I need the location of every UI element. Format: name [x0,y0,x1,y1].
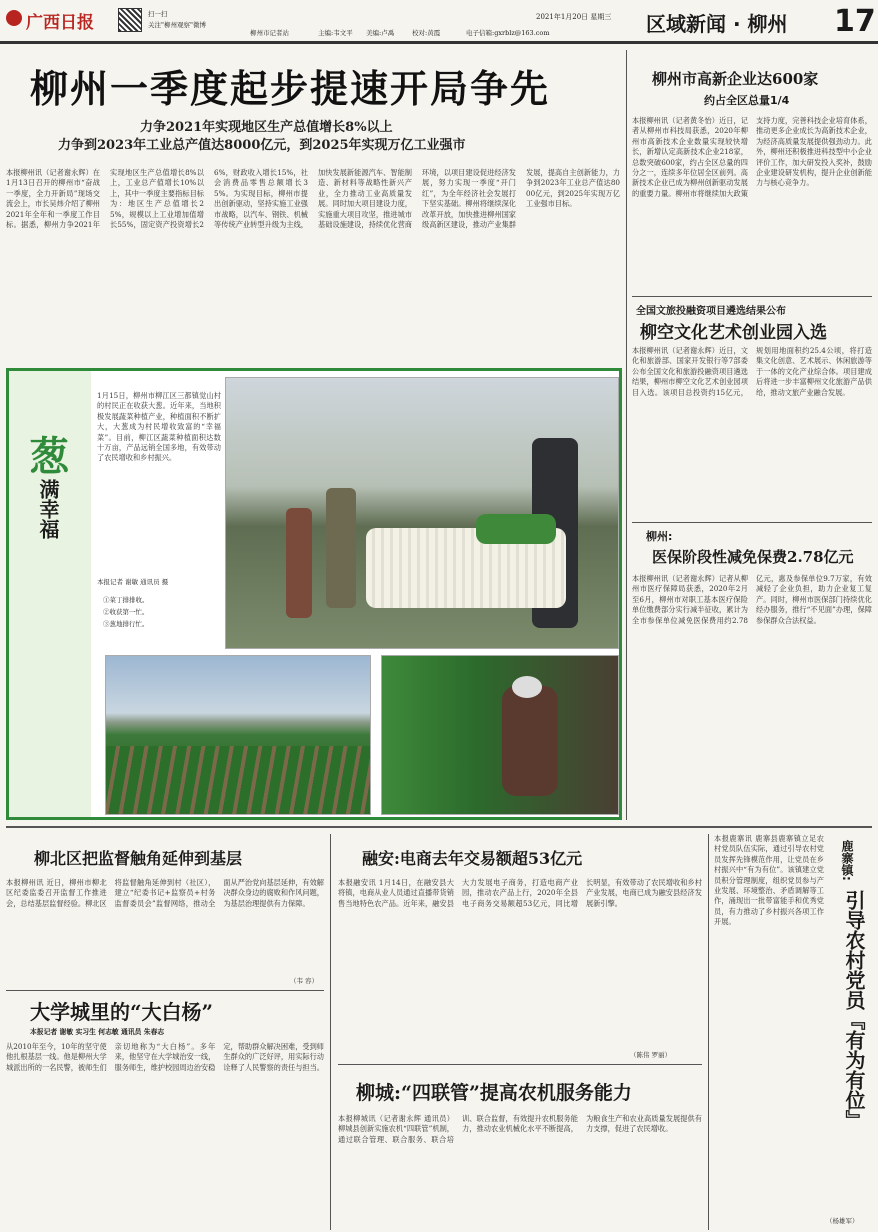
b3-body: 本报融安讯 1月14日，在融安县大将镇，电商从业人员通过直播带货销售当地特色农产品。近年来，融安县大力发展电子商务，打造电商产业园，推动农产品上行，2020年全县电子商务交易额超53亿元，同比增长明显，有效带动了农民增收和乡村产业发展，电商已成为融安县经济发展新引擎。 [338,878,702,908]
lead-body: 本报柳州讯（记者谢永辉）在1月13日召开的柳州市“奋战一季度，全力开新局”现场交流会上，市长吴炜介绍了柳州2021年全年和一季度工作目标。据悉，柳州力争2021年实现地区生产总值增长8%以上，工业总产值增长10%以上，其中一季度主要指标目标为：地区生产总值增长25%，规模以上工业增加值增长55%，固定资产投资增长26%，财政收入增长15%，社会消费品零售总额增长35%。为实现目标，柳州市提出创新驱动，坚持实施工业强市战略，以汽车、钢铁、机械等传统产业转型升级为主线，加快发展新能源汽车、智能制造、新材料等战略性新兴产业，全力推动工业高质量发展。同时加大项目建设力度，实施重大项目攻坚，推进城市基础设施建设，持续优化营商环境，以项目建设促进经济发展，努力实现一季度“开门红”，为全年经济社会发展打下坚实基础。柳州将继续深化改革开放，加快推进柳州国家级高新区建设，推动产业集群发展，提高自主创新能力，力争到2023年工业总产值达8000亿元，到2025年实现万亿工业强市目标。 [6,168,620,230]
b3-title: 融安:电商去年交易额超53亿元 [362,849,583,868]
feature-cap-1: ①菜丁排排收。 [103,596,149,604]
logo-icon [6,10,22,26]
side-title: 引导农村党员『有为有位』 [842,890,866,1130]
r2-pre: 全国文旅投融资项目遴选结果公布 [636,306,786,317]
feature-tail: 满幸福 [36,479,60,539]
r3-body: 本报柳州讯（记者谢永辉）记者从柳州市医疗保障局获悉，2020年2月至6月，柳州市对职工基本医疗保险单位缴费部分实行减半征收，累计为全市参保单位减免医保费用约2.78亿元，惠及参保单位9.7万家，有效减轻了企业负担，助力企业复工复产。同时，柳州市医保部门持续优化经办服务，推行“不见面”办理，保障参保群众合法权益。 [632,574,872,625]
lead-subtitle-1: 力争2021年实现地区生产总值增长8%以上 [140,120,393,135]
photo-harvest [225,377,619,649]
r1-title: 柳州市高新企业达600家 [652,70,819,88]
page-number: 17 [834,4,876,39]
feature-body: 1月15日，柳州市柳江区三都镇觉山村的村民正在收获大葱。近年来，当地积极发展蔬菜种植产业，种植面积不断扩大，大葱成为村民增收致富的“幸福菜”。目前，柳江区蔬菜种植面积达数十万亩，产品远销全国多地，有效带动了农民增收和乡村振兴。 [97,391,221,463]
lead-subtitle-2: 力争到2023年工业总产值达8000亿元，到2025年实现万亿工业强市 [58,138,466,153]
section-title: 区域新闻 · 柳州 [646,12,788,36]
b2-title: 大学城里的“大白杨” [30,1000,214,1024]
b1-body: 本报柳州讯 近日，柳州市柳北区纪委监委召开监督工作推进会，总结基层监督经验。柳北区将监督触角延伸到村（社区），建立“纪委书记+监察员+村务监督委员会”监督网络，推动全面从严治党向基层延伸，有效解决群众身边的腐败和作风问题，为基层治理提供有力保障。 [6,878,324,908]
meta-art: 美编:卢禹 [366,29,395,37]
feature-char: 葱 [29,433,69,480]
r1-body: 本报柳州讯（记者黄冬怡）近日，记者从柳州市科技局获悉，2020年柳州市高新技术企业数量实现较快增长，新增认定高新技术企业218家，总数突破600家，约占全区总量的四分之一，连续多年位居全区前列。高新技术企业已成为柳州创新驱动发展的重要力量。柳州市将继续加大政策支持力度，完善科技企业培育体系，推动更多企业成长为高新技术企业，为经济高质量发展提供强劲动力。此外，柳州还积极推进科技型中小企业评价工作，加大研发投入奖补，鼓励企业建设研发机构，提升企业创新能力与核心竞争力。 [632,116,872,198]
meta-proof: 校对:黄霞 [412,29,441,37]
qr-sub: 关注"柳州观察"微博 [148,21,206,29]
masthead [0,0,878,44]
b1-foot: （韦 容） [290,977,319,985]
b4-title: 柳城:“四联管”提高农机服务能力 [356,1082,632,1104]
side-body: 本报鹿寨讯 鹿寨县鹿寨镇立足农村党员队伍实际，通过引导农村党员发挥先锋模范作用，让党员在乡村振兴中“有为有位”。该镇建立党员积分管理制度，组织党员参与产业发展、环境整治、矛盾调解等工作，涌现出一批带富能手和优秀党员，有力推动了乡村振兴各项工作开展。 [714,834,824,927]
b2-body: 从2010年至今，10年的坚守使他扎根基层一线。他是柳州大学城派出所的一名民警，被师生们亲切地称为“大白杨”。多年来，他坚守在大学城治安一线，服务师生，维护校园周边治安稳定，帮助群众解决困难，受到师生群众的广泛好评，用实际行动诠释了人民警察的责任与担当。 [6,1042,324,1072]
side-place: 鹿寨镇: [840,840,854,881]
r1-subtitle: 约占全区总量1/4 [704,94,790,107]
feature-block [6,368,622,820]
b1-title: 柳北区把监督触角延伸到基层 [34,849,243,868]
r2-title: 柳空文化艺术创业园入选 [640,323,827,343]
feature-cap-3: ③葱地排行忙。 [103,620,149,628]
paper-logo: 广西日报 [26,13,94,33]
meta-station: 柳州市记者站 [250,29,289,37]
b3-foot: （陈伟 罗丽） [630,1051,672,1059]
photo-fields [105,655,371,815]
meta-editor: 主编:韦文平 [318,29,353,37]
issue-date: 2021年1月20日 星期三 [536,13,612,21]
r3-pre: 柳州: [646,530,673,543]
qr-label: 扫一扫 [148,10,168,18]
b2-byline: 本报记者 谢敏 实习生 何志敏 通讯员 朱春志 [30,1028,165,1036]
r2-body: 本报柳州讯（记者谢永辉）近日，文化和旅游部、国家开发银行等7部委公布全国文化和旅游投融资项目遴选结果，柳州市柳空文化艺术创业园项目入选。该项目总投资约15亿元，规划用地面积约25.4公顷，将打造集文化创意、艺术展示、休闲旅游等于一体的文化产业综合体。项目建成后将进一步丰富柳州文化旅游产品供给，推动文旅产业融合发展。 [632,346,872,397]
r3-title: 医保阶段性减免保费2.78亿元 [652,548,854,566]
side-foot: （杨雄军） [826,1217,859,1225]
photo-worker [381,655,619,815]
feature-credit: 本报记者 谢敏 通讯员 摄 [97,578,169,586]
qr-icon [118,8,142,32]
lead-title: 柳州一季度起步提速开局争先 [30,67,551,111]
email: 电子信箱:gxrblz@163.com [466,29,550,37]
b4-body: 本报柳城讯（记者谢永辉 通讯员）柳城县创新实施农机“四联管”机制，通过联合管理、联合服务、联合培训、联合监督，有效提升农机服务能力，推动农业机械化水平不断提高，为粮食生产和农业高质量发展提供有力支撑，促进了农民增收。 [338,1114,702,1144]
feature-cap-2: ②收获第一忙。 [103,608,149,616]
